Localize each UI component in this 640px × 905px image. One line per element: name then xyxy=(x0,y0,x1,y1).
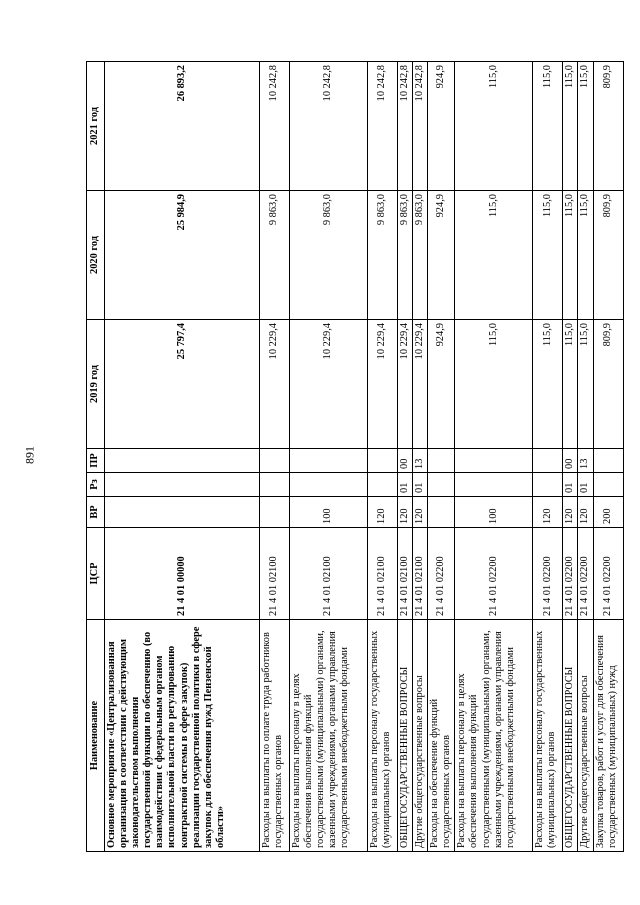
row-name: Другие общегосударственные вопросы xyxy=(578,620,593,852)
row-name: Расходы на обеспечение функций государственных органов xyxy=(428,620,455,852)
table-row xyxy=(578,62,593,852)
row-vr: 200 xyxy=(593,497,623,528)
row-2021: 10 242,8 xyxy=(368,62,398,191)
header-rz: Рз xyxy=(87,473,105,497)
row-2019: 10 229,4 xyxy=(290,320,368,449)
row-rz xyxy=(593,473,623,497)
row-rz xyxy=(368,473,398,497)
row-2019: 115,0 xyxy=(563,320,578,449)
row-2020: 115,0 xyxy=(533,191,563,320)
row-rz: 01 xyxy=(398,473,413,497)
row-rz: 01 xyxy=(563,473,578,497)
row-csr: 21 4 01 02200 xyxy=(428,528,455,620)
row-pr xyxy=(260,449,290,473)
row-vr: 120 xyxy=(368,497,398,528)
row-2021: 26 893,2 xyxy=(105,62,260,191)
budget-table xyxy=(86,61,624,852)
row-2021: 924,9 xyxy=(428,62,455,191)
rotated-page xyxy=(86,62,618,852)
header-pr: ПР xyxy=(87,449,105,473)
row-pr xyxy=(593,449,623,473)
header-csr: ЦСР xyxy=(87,528,105,620)
row-2021: 809,9 xyxy=(593,62,623,191)
row-2019: 10 229,4 xyxy=(413,320,428,449)
row-2020: 115,0 xyxy=(578,191,593,320)
header-2019: 2019 год xyxy=(87,320,105,449)
row-2020: 115,0 xyxy=(455,191,533,320)
row-rz: 01 xyxy=(413,473,428,497)
row-csr: 21 4 01 02100 xyxy=(398,528,413,620)
row-rz xyxy=(105,473,260,497)
table-row xyxy=(533,62,563,852)
row-2019: 10 229,4 xyxy=(368,320,398,449)
row-rz xyxy=(260,473,290,497)
row-pr xyxy=(290,449,368,473)
row-csr: 21 4 01 02100 xyxy=(290,528,368,620)
table-row xyxy=(593,62,623,852)
row-name: ОБЩЕГОСУДАРСТВЕННЫЕ ВОПРОСЫ xyxy=(563,620,578,852)
header-name: Наименование xyxy=(87,620,105,852)
row-2019: 924,9 xyxy=(428,320,455,449)
row-name: Расходы на выплаты персоналу государственных (муниципальных) органов xyxy=(533,620,563,852)
table-row xyxy=(398,62,413,852)
row-2021: 10 242,8 xyxy=(290,62,368,191)
row-2021: 115,0 xyxy=(455,62,533,191)
row-csr: 21 4 01 02200 xyxy=(563,528,578,620)
row-csr: 21 4 01 02200 xyxy=(578,528,593,620)
row-csr: 21 4 01 02200 xyxy=(455,528,533,620)
row-name: Расходы на выплаты персоналу в целях обеспечения выполнения функций государственными (муниципальными) органами, казенными учреждениями, органами управления государственными внебюджетными фондами xyxy=(455,620,533,852)
row-csr: 21 4 01 02100 xyxy=(260,528,290,620)
table-row xyxy=(428,62,455,852)
row-rz xyxy=(533,473,563,497)
row-pr xyxy=(533,449,563,473)
row-pr xyxy=(455,449,533,473)
row-2020: 25 984,9 xyxy=(105,191,260,320)
row-2021: 10 242,8 xyxy=(398,62,413,191)
row-2019: 115,0 xyxy=(533,320,563,449)
row-vr xyxy=(260,497,290,528)
row-csr: 21 4 01 00000 xyxy=(105,528,260,620)
row-rz xyxy=(428,473,455,497)
header-row xyxy=(87,62,105,852)
row-2019: 115,0 xyxy=(455,320,533,449)
row-vr: 120 xyxy=(563,497,578,528)
table-row xyxy=(290,62,368,852)
row-rz xyxy=(290,473,368,497)
row-name: Расходы на выплаты по оплате труда работников государственных органов xyxy=(260,620,290,852)
row-2019: 10 229,4 xyxy=(260,320,290,449)
table-row xyxy=(413,62,428,852)
row-rz xyxy=(455,473,533,497)
row-pr: 13 xyxy=(413,449,428,473)
row-csr: 21 4 01 02200 xyxy=(593,528,623,620)
row-pr: 00 xyxy=(398,449,413,473)
header-2021: 2021 год xyxy=(87,62,105,191)
row-2021: 115,0 xyxy=(578,62,593,191)
table-row xyxy=(563,62,578,852)
row-2020: 9 863,0 xyxy=(368,191,398,320)
row-csr: 21 4 01 02200 xyxy=(533,528,563,620)
table-row xyxy=(368,62,398,852)
row-2021: 115,0 xyxy=(533,62,563,191)
row-vr: 120 xyxy=(398,497,413,528)
row-2020: 9 863,0 xyxy=(398,191,413,320)
row-vr: 120 xyxy=(578,497,593,528)
row-name: Расходы на выплаты персоналу в целях обеспечения выполнения функций государственными (муниципальными) органами, казенными учреждениями, органами управления государственными внебюджетными фондами xyxy=(290,620,368,852)
row-pr xyxy=(428,449,455,473)
table-row xyxy=(105,62,260,852)
row-2020: 9 863,0 xyxy=(290,191,368,320)
row-rz: 01 xyxy=(578,473,593,497)
header-vr: ВР xyxy=(87,497,105,528)
row-vr: 100 xyxy=(290,497,368,528)
row-2021: 115,0 xyxy=(563,62,578,191)
row-pr xyxy=(368,449,398,473)
row-vr xyxy=(428,497,455,528)
row-2021: 10 242,8 xyxy=(260,62,290,191)
row-name: Закупка товаров, работ и услуг для обеспечения государственных (муниципальных) нужд xyxy=(593,620,623,852)
row-2020: 924,9 xyxy=(428,191,455,320)
row-2019: 115,0 xyxy=(578,320,593,449)
row-pr xyxy=(105,449,260,473)
header-2020: 2020 год xyxy=(87,191,105,320)
row-vr: 120 xyxy=(413,497,428,528)
row-name: Расходы на выплаты персоналу государственных (муниципальных) органов xyxy=(368,620,398,852)
row-2019: 10 229,4 xyxy=(398,320,413,449)
row-csr: 21 4 01 02100 xyxy=(413,528,428,620)
row-2020: 115,0 xyxy=(563,191,578,320)
table-row xyxy=(260,62,290,852)
row-vr: 120 xyxy=(533,497,563,528)
row-vr: 100 xyxy=(455,497,533,528)
row-2020: 809,9 xyxy=(593,191,623,320)
row-2021: 10 242,8 xyxy=(413,62,428,191)
row-csr: 21 4 01 02100 xyxy=(368,528,398,620)
row-2020: 9 863,0 xyxy=(413,191,428,320)
table-row xyxy=(455,62,533,852)
row-name: Основное мероприятие «Централизованная организация в соответствии с действующим законодательством выполнения государственной функции по обеспечению (во взаимодействии с федеральным органом исполнительной власти по регулированию контрактной системы в сфере закупок) реализации государственной политики в сфере закупок для обеспечения нужд Пензенской области» xyxy=(105,620,260,852)
page-number: 891 xyxy=(22,446,37,464)
row-2020: 9 863,0 xyxy=(260,191,290,320)
row-pr: 13 xyxy=(578,449,593,473)
row-2019: 25 797,4 xyxy=(105,320,260,449)
row-pr: 00 xyxy=(563,449,578,473)
row-name: ОБЩЕГОСУДАРСТВЕННЫЕ ВОПРОСЫ xyxy=(398,620,413,852)
row-vr xyxy=(105,497,260,528)
row-name: Другие общегосударственные вопросы xyxy=(413,620,428,852)
row-2019: 809,9 xyxy=(593,320,623,449)
